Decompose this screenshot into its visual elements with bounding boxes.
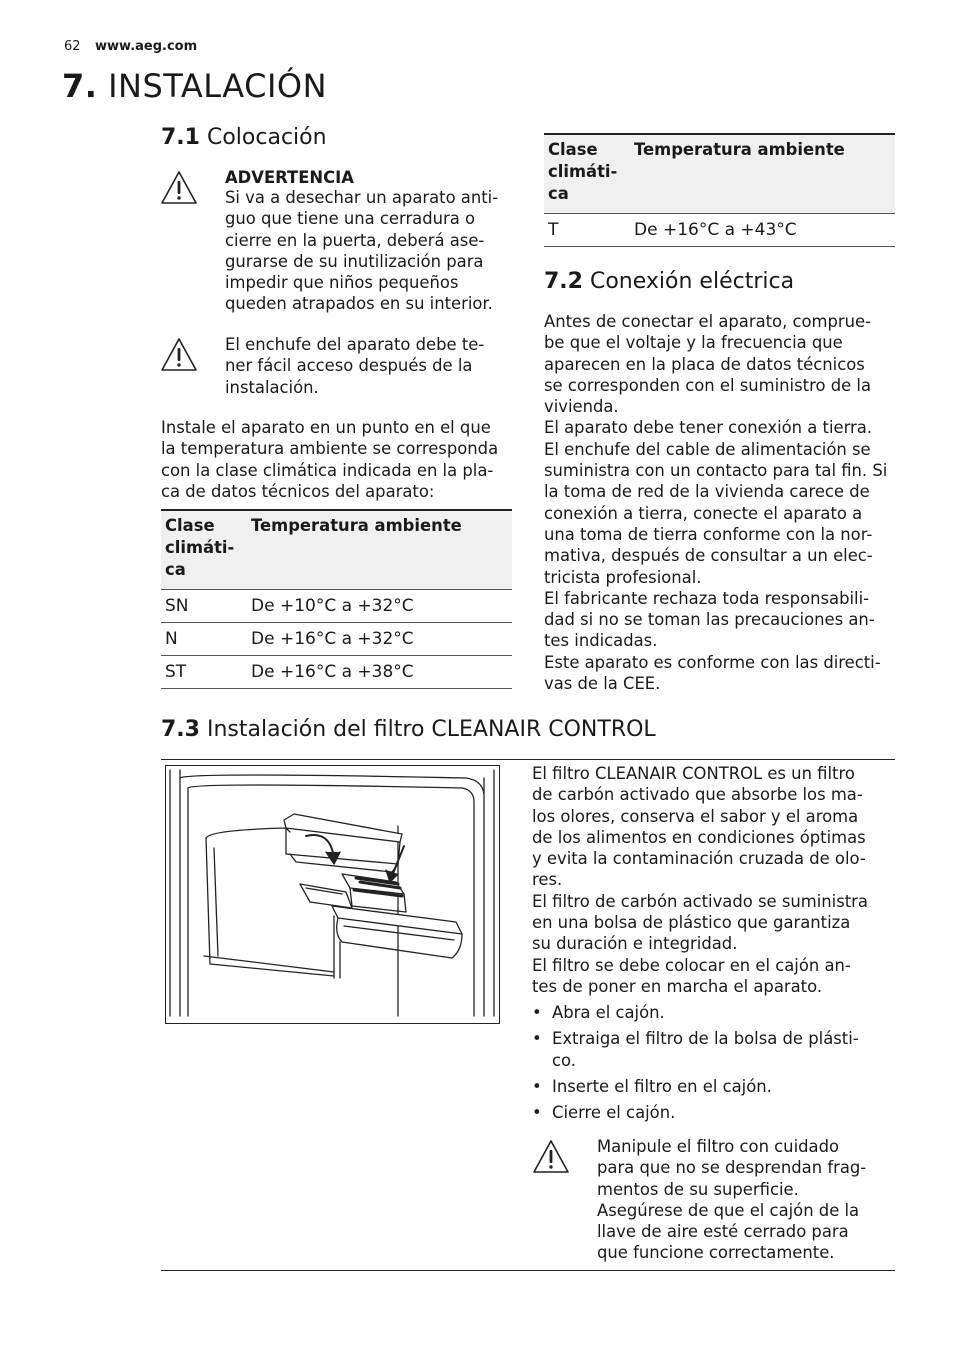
filter-illustration — [165, 765, 500, 1024]
table-cell-temperature: De +16°C a +43°C — [634, 220, 797, 240]
table-header-temperature: Temperatura ambiente — [634, 140, 845, 159]
step-text: Abra el cajón. — [552, 1003, 665, 1022]
table-header-class: Clase climáti- ca — [165, 516, 235, 579]
section-text: El filtro CLEANAIR CONTROL es un filtro de carbón activado que absorbe los ma- los olores, conserva el sabor y el aroma de los alimentos en condiciones óptimas y evita la contaminación cruzada de olo- res. El filtro de carbón activado se suministra en una bolsa de plástico que garantiza su duración e integridad. El filtro se debe colocar en el cajón an- tes de poner en marcha el aparato. — [532, 764, 868, 996]
table-row — [161, 590, 512, 623]
warning-triangle-icon — [531, 1138, 571, 1176]
warning-triangle-icon — [159, 169, 199, 207]
section-7-3-heading — [161, 716, 656, 744]
section-number: 7.2 — [544, 269, 583, 294]
list-item — [532, 1028, 892, 1071]
step-text: Cierre el cajón. — [552, 1103, 676, 1123]
table-row — [544, 214, 895, 247]
section-text: Antes de conectar el aparato, comprue- be que el voltaje y la frecuencia que aparecen en la placa de datos técnicos se corresponden con el suministro de la vivienda. El aparato debe tener conexión a tierra. El enchufe del cable de alimentación se suministra con un contacto para tal fin. Si la toma de red de la vivienda carece de conexión a tierra, conecte el aparato a una toma de tierra conforme con la nor- mativa, después de consultar a un elec- tricista profesional. El fabricante rechaza toda responsabili- dad si no se toman las precauciones an- tes indicadas. Este aparato es conforme con las directi- vas de la CEE. — [544, 312, 888, 694]
warning-title: ADVERTENCIA — [225, 168, 354, 187]
climate-class-table — [161, 509, 512, 689]
header-url: www.aeg.com — [95, 39, 198, 54]
step-text: Inserte el filtro en el cajón. — [552, 1076, 772, 1096]
section-bottom-rule — [161, 1270, 895, 1271]
section-title: Colocación — [206, 125, 327, 150]
chapter-title-text: INSTALACIÓN — [108, 67, 328, 105]
list-item — [532, 1076, 892, 1097]
chapter-title — [62, 66, 327, 106]
table-cell-temperature: De +16°C a +38°C — [251, 662, 414, 682]
climate-class-table-continued — [544, 133, 895, 247]
table-cell-class: N — [165, 629, 178, 649]
warning-triangle-icon — [159, 336, 199, 374]
warning-text: Si va a desechar un aparato anti- guo que tiene una cerradura o cierre en la puerta, deberá ase- gurarse de su inutilización para impedir que niños pequeños queden atrapados en su interior. — [225, 188, 499, 314]
caution-text: Manipule el filtro con cuidado para que no se desprendan frag- mentos de su superficie. Asegúrese de que el cajón de la llave de aire esté cerrado para que funcione correctamente. — [597, 1137, 867, 1263]
table-cell-class: SN — [165, 596, 189, 616]
instruction-steps — [532, 1002, 892, 1128]
table-row — [161, 656, 512, 689]
table-cell-class: ST — [165, 662, 187, 682]
bullet: • — [532, 1003, 542, 1022]
table-header-temperature: Temperatura ambiente — [251, 516, 462, 535]
table-header-row — [161, 510, 512, 590]
page-number: 62 — [64, 39, 81, 54]
table-cell-temperature: De +16°C a +32°C — [251, 629, 414, 649]
section-title: Instalación del filtro CLEANAIR CONTROL — [206, 717, 656, 742]
table-header-class: Clase climáti- ca — [548, 140, 618, 203]
section-7-2-heading — [544, 268, 794, 296]
table-cell-temperature: De +10°C a +32°C — [251, 596, 414, 616]
table-row — [161, 623, 512, 656]
chapter-number: 7. — [62, 67, 98, 105]
filter-drawer-drawing — [166, 766, 499, 1023]
section-title: Conexión eléctrica — [589, 269, 795, 294]
list-item — [532, 1102, 892, 1123]
section-number: 7.3 — [161, 717, 200, 742]
step-text: Extraiga el filtro de la bolsa de plásti- co. — [552, 1029, 859, 1070]
section-intro: Instale el aparato en un punto en el que la temperatura ambiente se corresponda con la clase climática indicada en la pla- ca de datos técnicos del aparato: — [161, 418, 499, 501]
section-number: 7.1 — [161, 125, 200, 150]
section-7-1-heading — [161, 124, 327, 152]
section-rule — [161, 759, 895, 760]
bullet: • — [532, 1103, 542, 1123]
list-item — [532, 1002, 892, 1023]
bullet: • — [532, 1076, 542, 1096]
bullet: • — [532, 1029, 542, 1049]
table-cell-class: T — [548, 220, 559, 240]
note-text: El enchufe del aparato debe te- ner fácil acceso después de la instalación. — [225, 335, 485, 397]
table-header-row — [544, 134, 895, 214]
